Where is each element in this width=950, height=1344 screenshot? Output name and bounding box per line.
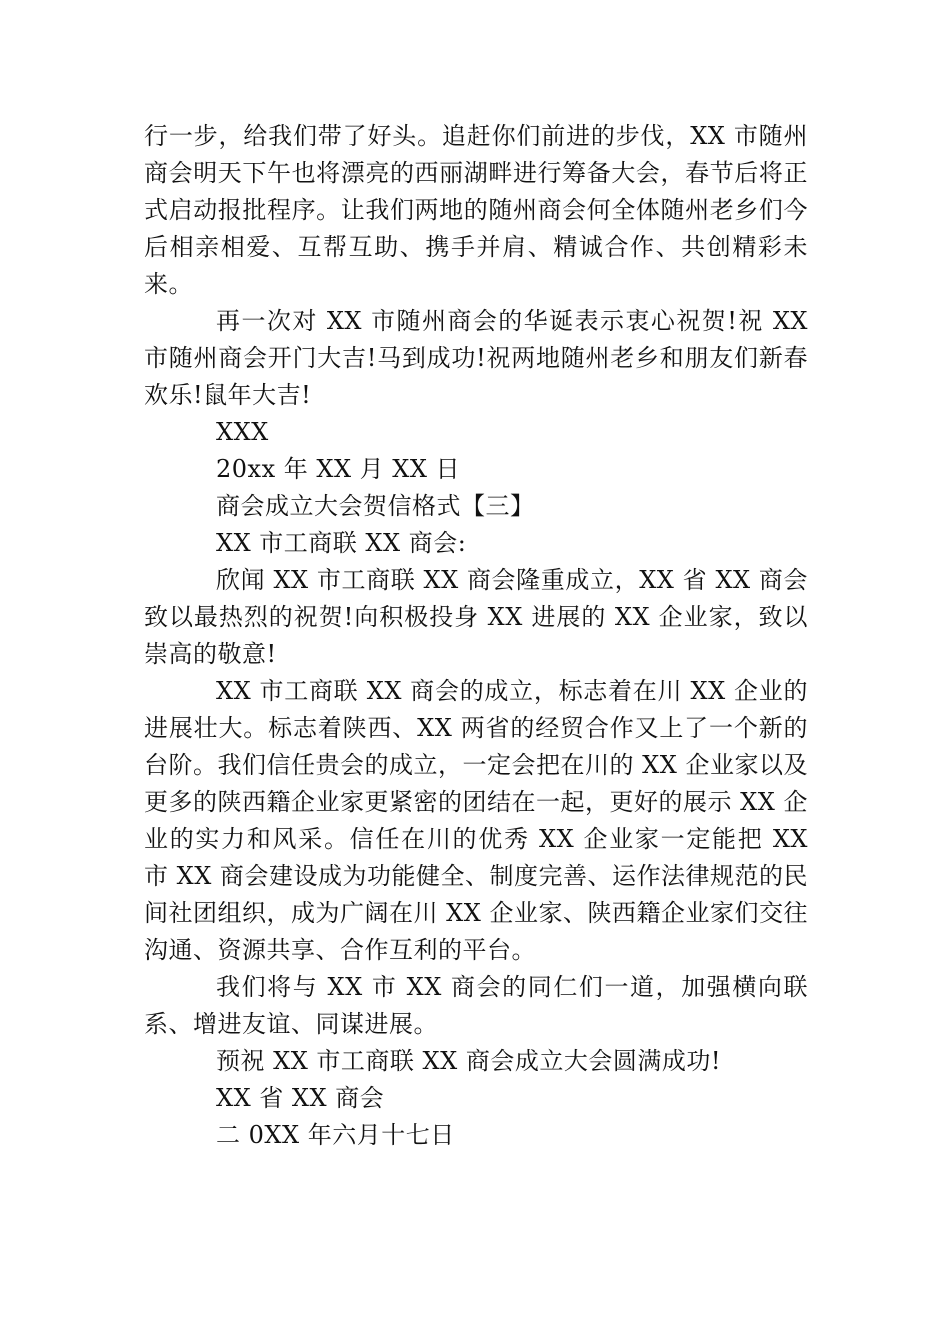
section-heading: 商会成立大会贺信格式【三】 <box>216 492 535 520</box>
closing-wish: 预祝 XX 市工商联 XX 商会成立大会圆满成功! <box>216 1047 722 1075</box>
paragraph-opening: 欣闻 XX 市工商联 XX 商会隆重成立，XX 省 XX 商会致以最热烈的祝贺!向积极投身 XX 进展的 XX 企业家，致以崇高的敬意! <box>144 566 808 668</box>
paragraph-congratulations: 再一次对 XX 市随州商会的华诞表示衷心祝贺!祝 XX 市随州商会开门大吉!马到成功!祝两地随州老乡和朋友们新春欢乐!鼠年大吉! <box>144 307 808 409</box>
salutation: XX 市工商联 XX 商会: <box>216 529 467 557</box>
paragraph-body: XX 市工商联 XX 商会的成立，标志着在川 XX 企业的进展壮大。标志着陕西、XX 两省的经贸合作又上了一个新的台阶。我们信任贵会的成立，一定会把在川的 XX 企业家以及更多的陕西籍企业家更紧密的团结在一起，更好的展示 XX 企业的实力和风采。信任在川的优秀 XX 企业家一定能把 XX 市 XX 商会建设成为功能健全、制度完善、运作法律规范的民间社团组织，成为广阔在川 XX 企业家、陕西籍企业家们交往沟通、资源共享、合作互利的平台。 <box>144 677 808 964</box>
sender-organization: XX 省 XX 商会 <box>216 1084 385 1112</box>
signature-name: XXX <box>216 418 269 446</box>
paragraph-continuation: 行一步，给我们带了好头。追赶你们前进的步伐，XX 市随州商会明天下午也将漂亮的西丽湖畔进行筹备大会，春节后将正式启动报批程序。让我们两地的随州商会何全体随州老乡们今后相亲相爱、互帮互助、携手并肩、精诚合作、共创精彩未来。 <box>144 122 808 298</box>
document-page <box>144 118 808 1154</box>
sender-date: 二 0XX 年六月十七日 <box>216 1121 455 1149</box>
signature-date: 20xx 年 XX 月 XX 日 <box>216 455 461 483</box>
paragraph-cooperation: 我们将与 XX 市 XX 商会的同仁们一道，加强横向联系、增进友谊、同谋进展。 <box>144 973 808 1038</box>
